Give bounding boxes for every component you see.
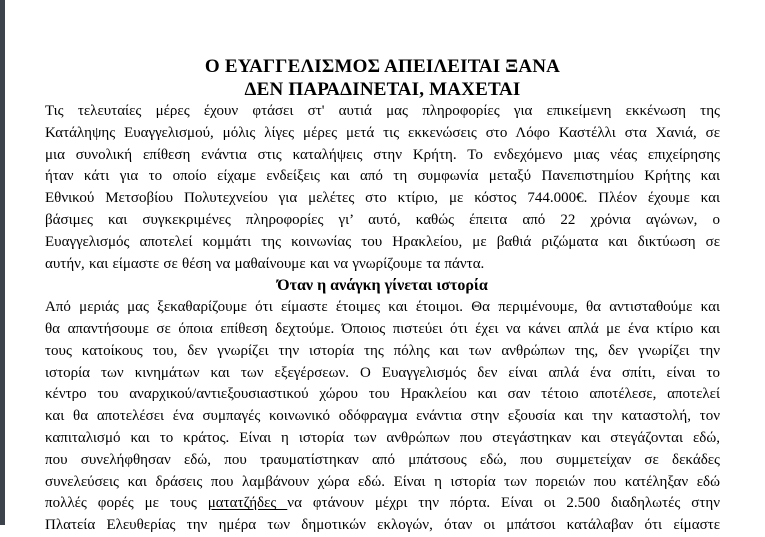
- text-line: και θα αποτελέσει ένα συμπαγές κοινωνικό οδόφραγμα ενάντια στην εξουσία και την καταστολή, τον: [45, 408, 720, 425]
- text-line: που συνελήφθησαν εδώ, που τραυματίστηκαν από μπάτσους εδώ, που συμμετείχαν σε δεκάδες: [45, 451, 720, 468]
- paragraph: [45, 101, 720, 275]
- text-line: βάσιμες και συγκεκριμένες πληροφορίες γι’ αυτό, καθώς έπειτα από 22 χρόνια αγώνων, ο: [45, 211, 720, 228]
- document-page: [5, 0, 765, 534]
- paragraph: [45, 297, 720, 537]
- text-line: θα απαντήσουμε σε όποια επίθεση δεχτούμε. Όποιος πιστεύει ότι έχει να κάνει απλά με ένα κτίριο και: [45, 320, 720, 337]
- text-line: Τις τελευταίες μέρες έχουν φτάσει στ' αυτιά μας πληροφορίες για επικείμενη εκκένωση της: [45, 103, 720, 119]
- text-line: κέντρο του αναρχικού/αντιεξουσιαστικού χώρου του Ηρακλείου και σαν τέτοιο αποτέλεσε, αποτελεί: [45, 386, 720, 403]
- text-line: Πλατεία Ελευθερίας την ημέρα των δημοτικών εκλογών, όταν οι μπάτσοι κατάλαβαν ότι είμαστε: [45, 517, 720, 534]
- text-line: συνελεύσεις και δράσεις που λαμβάνουν χώρα εδώ. Είναι η ιστορία των πορειών που κατέληξαν εδώ: [45, 473, 720, 490]
- text-line: Εθνικού Μετσοβίου Πολυτεχνείου για μελέτες στο κτίριο, με κόστος 744.000€. Πλέον έχουμε και: [45, 190, 720, 207]
- document-title-line: Ο ΕΥΑΓΓΕΛΙΣΜΟΣ ΑΠΕΙΛΕΙΤΑΙ ΞΑΝΑ: [204, 56, 561, 77]
- text-line: καπιταλισμό και το κράτος. Είναι η ιστορία των ανθρώπων που στεγάστηκαν και στεγάζονται εδώ,: [45, 429, 720, 446]
- text-line: Ευαγγελισμός αποτελεί κομμάτι της κοινωνίας του Ηρακλείου, με βαθιά ριζώματα και δικτύωση σε: [45, 233, 720, 250]
- text-line: μια συνολική επίθεση ενάντια στις καταλήψεις στην Κρήτη. Το ενδεχόμενο μιας νέας επιχείρησης: [45, 146, 720, 163]
- text-line: τους κατοίκους του, δεν γνωρίζει την ιστορία της πόλης και των ανθρώπων της, δεν γνωρίζει την: [45, 342, 720, 359]
- text-line: ιστορία των κινημάτων και των εξεγέρσεων. Ο Ευαγγελισμός δεν είναι απλά ένα σπίτι, είναι το: [45, 364, 720, 381]
- document-title: [45, 55, 720, 101]
- section-heading: Όταν η ανάγκη γίνεται ιστορία: [277, 277, 488, 295]
- text-line: πολλές φορές με τους ματατζήδες να φτάνουν μέχρι την πόρτα. Είναι οι 2.500 διαδηλωτές στην: [45, 495, 721, 512]
- document-content: [45, 101, 720, 537]
- text-line: ήταν κάτι για το οποίο είχαμε ενδείξεις και από τη συμφωνία μεταξύ Πανεπιστημίου Κρήτης και: [45, 168, 720, 185]
- document-title-line: ΔΕΝ ΠΑΡΑΔΙΝΕΤΑΙ, ΜΑΧΕΤΑΙ: [244, 79, 521, 100]
- text-line: αυτήν, και είμαστε σε θέση να μαθαίνουμε και να γνωρίζουμε τα πάντα.: [45, 255, 485, 272]
- text-line: Από μεριάς μας ξεκαθαρίζουμε ότι είμαστε έτοιμες και έτοιμοι. Θα περιμένουμε, θα αντισταθούμε και: [45, 299, 720, 316]
- underlined-word: ματατζήδες: [207, 495, 288, 512]
- text-line: Κατάληψης Ευαγγελισμού, μόλις λίγες μέρες μετά τις εκκενώσεις στο Λόφο Καστέλλι στα Χανιά, σε: [45, 124, 720, 141]
